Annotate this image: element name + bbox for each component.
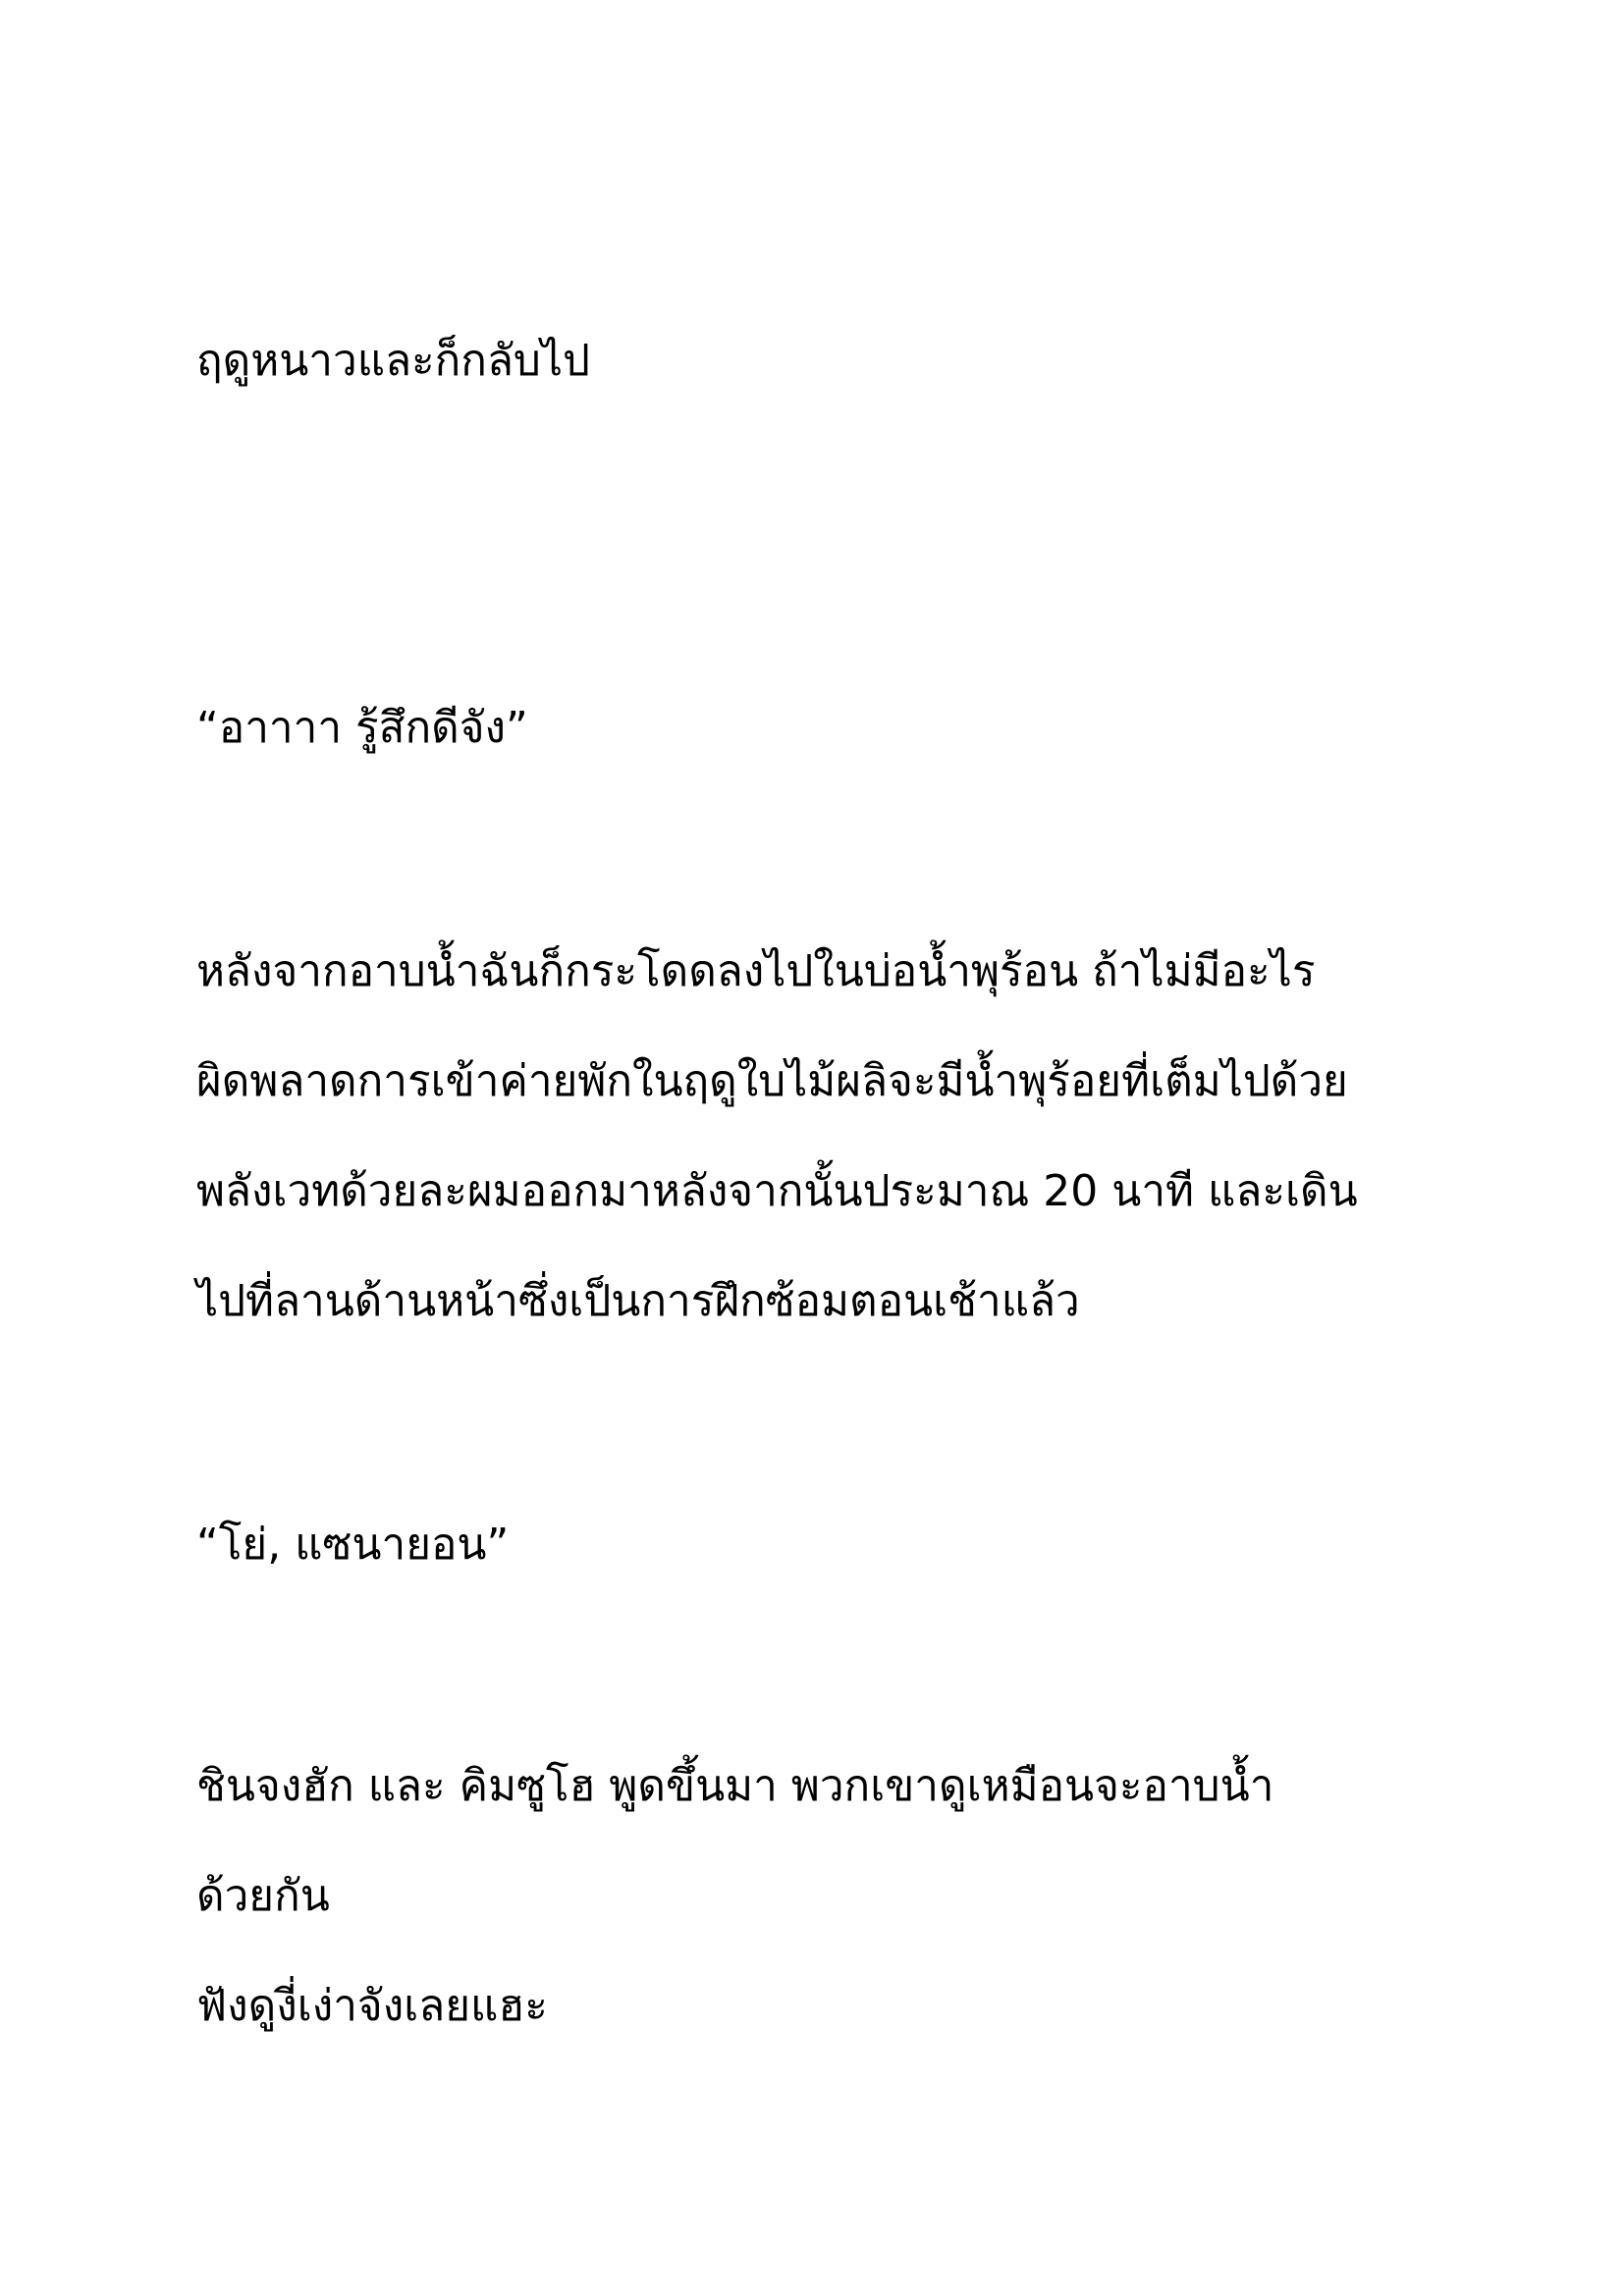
text-line-season: ฤดูหนาวและก็กลับไป [196, 336, 590, 386]
paragraph-line-3: พลังเวทด้วยละผมออกมาหลังจากนั้นประมาณ 20 นาที และเดิน [196, 1166, 1358, 1216]
dialogue-line-feels-good: “อาาาา รู้สึกดีจัง” [196, 703, 528, 753]
paragraph-line-6: ด้วยกัน [196, 1871, 330, 1921]
paragraph-line-2: ผิดพลาดการเข้าค่ายพักในฤดูใบไม้ผลิจะมีน้ำพุร้อยที่เต็มไปด้วย [196, 1056, 1348, 1106]
paragraph-line-4: ไปที่ลานด้านหน้าซึ่งเป็นการฝึกซ้อมตอนเช้าแล้ว [196, 1276, 1080, 1326]
paragraph-line-5: ชินจงฮัก และ คิมซูโฮ พูดขึ้นมา พวกเขาดูเหมือนจะอาบน้ำ [196, 1761, 1274, 1811]
dialogue-line-greeting: “โย่, แซนายอน” [196, 1520, 510, 1570]
paragraph-line-1: หลังจากอาบน้ำฉันก็กระโดดลงไปในบ่อน้ำพุร้อน ถ้าไม่มีอะไร [196, 946, 1316, 996]
text-line-closing: ฟังดูงี่เง่าจังเลยแฮะ [196, 1981, 548, 2031]
